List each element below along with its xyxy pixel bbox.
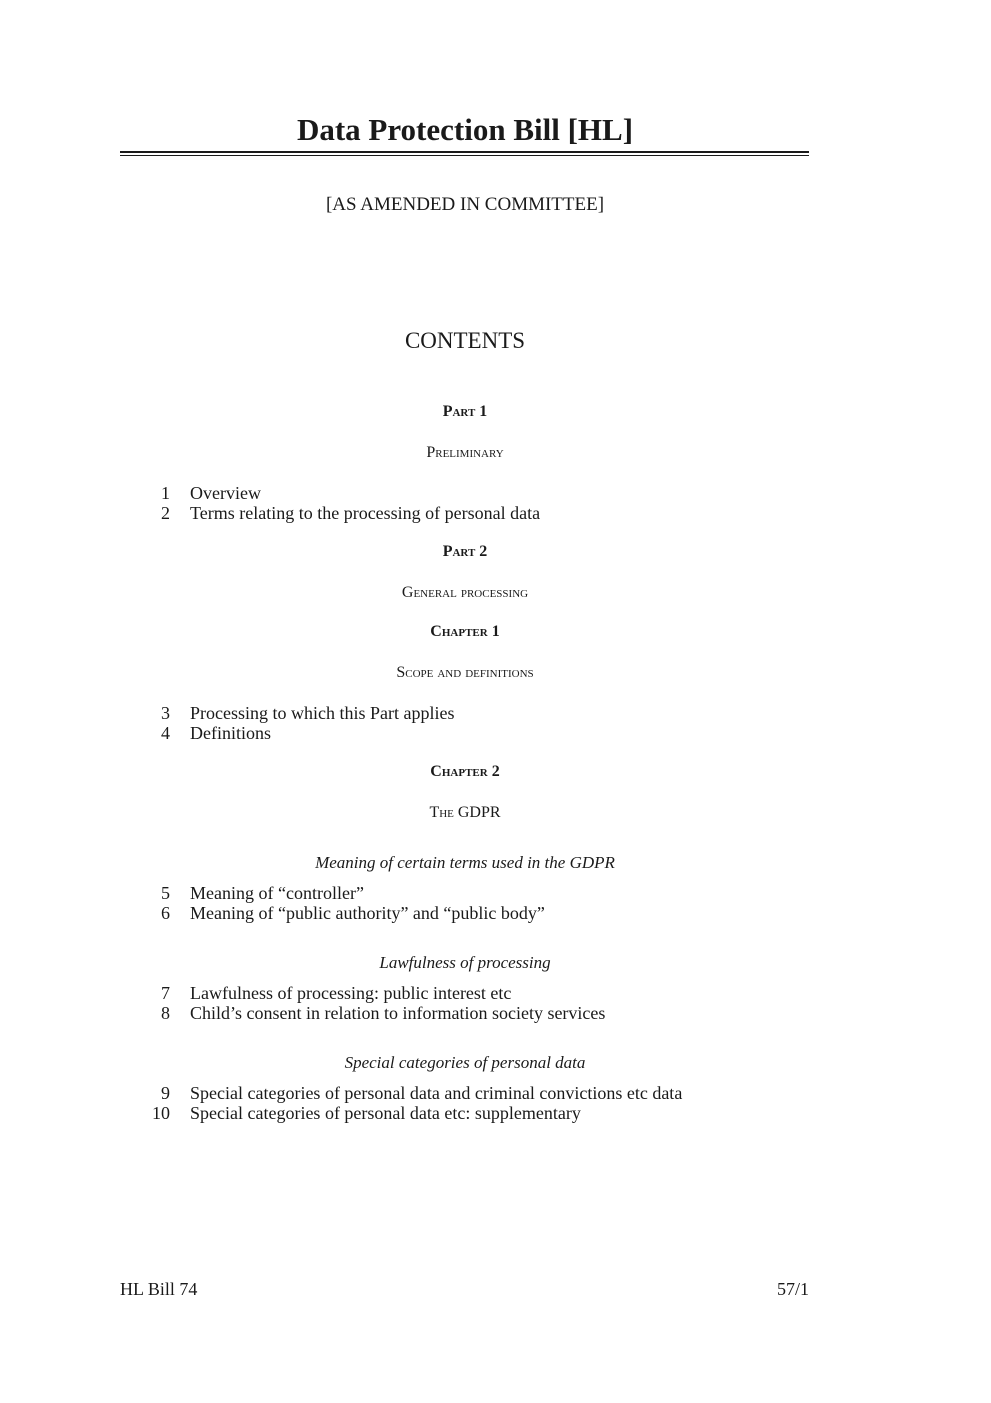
chapter-title: The GDPR [429, 804, 501, 821]
toc-entry-title: Meaning of “public authority” and “public body” [190, 903, 545, 923]
toc-entry[interactable] [140, 703, 455, 723]
part-heading: Part 2 [442, 543, 488, 560]
toc-entry-title: Special categories of personal data and criminal convictions etc data [190, 1083, 683, 1103]
toc-entry[interactable] [140, 1083, 683, 1103]
document-title: Data Protection Bill [HL] [296, 112, 634, 147]
document-subtitle: [AS AMENDED IN COMMITTEE] [325, 194, 605, 215]
toc-entry-title: Terms relating to the processing of personal data [190, 503, 541, 523]
toc-entry-title: Lawfulness of processing: public interest etc [190, 983, 512, 1003]
toc-entry-number: 1 [161, 483, 170, 503]
toc-entry-number: 5 [161, 883, 170, 903]
toc-entry-number: 3 [161, 703, 170, 723]
toc-entry-title: Overview [190, 483, 261, 503]
subheading: Lawfulness of processing [379, 953, 551, 972]
toc-entry[interactable] [140, 503, 541, 523]
page-reference: 57/1 [776, 1279, 809, 1299]
toc-entry-title: Processing to which this Part applies [190, 703, 455, 723]
toc-entry[interactable] [140, 903, 545, 923]
toc-entry-number: 2 [161, 503, 170, 523]
chapter-heading: Chapter 1 [430, 623, 500, 640]
chapter-title: Scope and definitions [396, 664, 534, 681]
title-rule-thick [120, 151, 809, 153]
toc-entry-title: Meaning of “controller” [190, 883, 364, 903]
subheading: Meaning of certain terms used in the GDPR [315, 853, 615, 872]
part-title: General processing [401, 584, 529, 601]
toc-entry-number: 8 [161, 1003, 170, 1023]
toc-entry-number: 6 [161, 903, 170, 923]
bill-number: HL Bill 74 [120, 1279, 198, 1299]
toc-entry-title: Special categories of personal data etc: supplementary [190, 1103, 581, 1123]
toc-entry-number: 4 [161, 723, 170, 743]
toc-entry[interactable] [140, 1103, 581, 1123]
toc-entry-title: Definitions [190, 723, 271, 743]
contents-heading: CONTENTS [404, 328, 526, 353]
toc-entry[interactable] [140, 1003, 606, 1023]
toc-entry-title: Child’s consent in relation to information society services [190, 1003, 606, 1023]
toc-entry-number: 7 [161, 983, 170, 1003]
subheading: Special categories of personal data [344, 1053, 586, 1072]
part-heading: Part 1 [442, 403, 488, 420]
toc-entry[interactable] [140, 483, 261, 503]
toc-entry[interactable] [140, 983, 512, 1003]
chapter-heading: Chapter 2 [430, 763, 500, 780]
toc-entry[interactable] [140, 883, 364, 903]
toc-entry-number: 10 [152, 1103, 170, 1123]
title-rule-thin [120, 155, 809, 156]
toc-entry[interactable] [140, 723, 271, 743]
toc-entry-number: 9 [161, 1083, 170, 1103]
part-title: Preliminary [426, 444, 504, 461]
